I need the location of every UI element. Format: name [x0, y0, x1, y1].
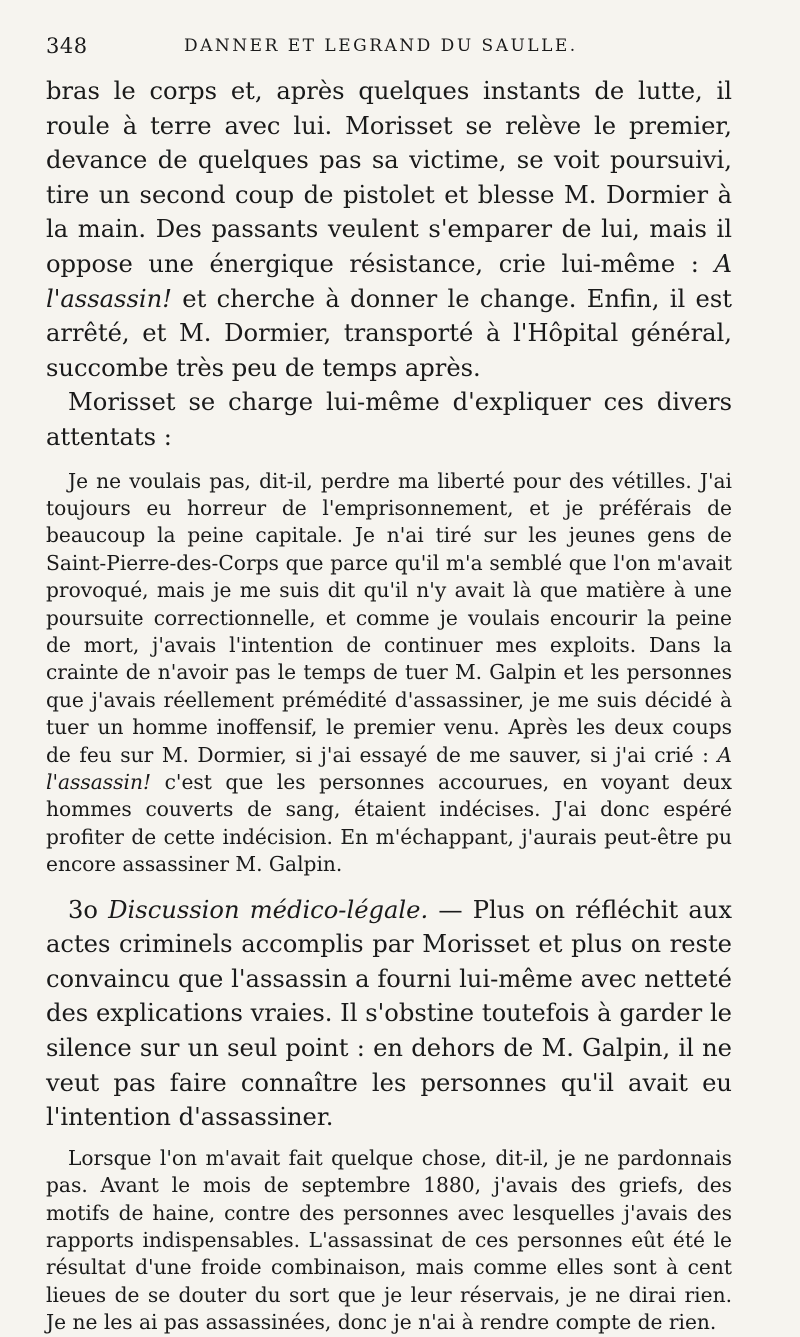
- section-number: 3o: [68, 895, 98, 924]
- paragraph-1-end: et cherche à donner le change. Enfin, il est arrêté, et M. Dormier, transporté à l'Hôpital général, succombe très peu de temps après.: [46, 284, 732, 382]
- quote-2: Lorsque l'on m'avait fait quelque chose, dit-il, je ne pardonnais pas. Avant le mois de septembre 1880, j'avais des griefs, des motifs de haine, contre des personnes avec lesquelles j'avais des rapports indispensables. L'assassinat de ces personnes eût été le résultat d'une froide combinaison, mais comme elles sont à cent lieues de se douter du sort que je leur réservais, je ne dirai rien. Je ne les ai pas assassinées, donc je n'ai à rendre compte de rien.: [46, 1145, 732, 1335]
- paragraph-1-exclamation: A l'assassin!: [46, 249, 732, 313]
- quote-1: [46, 468, 732, 879]
- running-title: DANNER ET LEGRAND DU SAULLE.: [184, 36, 578, 56]
- paragraph-1: [46, 74, 732, 385]
- paragraph-3-text: — Plus on réfléchit aux actes criminels accomplis par Morisset et plus on reste convaincu que l'assassin a fourni lui-même avec netteté des explications vraies. Il s'obstine toutefois à garder le silence sur un seul point : en dehors de M. Galpin, il ne veut pas faire connaître les personnes qu'il avait eu l'intention d'assassiner.: [46, 895, 732, 1132]
- running-head: [46, 30, 732, 74]
- paragraph-3: [46, 893, 732, 1135]
- section-heading: Discussion médico-légale.: [108, 895, 429, 924]
- quote-1-text: Je ne voulais pas, dit-il, perdre ma liberté pour des vétilles. J'ai toujours eu horreur de l'emprisonnement, et je préférais de beaucoup la peine capitale. Je n'ai tiré sur les jeunes gens de Saint-Pierre-des-Corps que parce qu'il m'a semblé que l'on m'avait provoqué, mais je me suis dit qu'il n'y avait là que matière à une poursuite correctionnelle, et comme je voulais encourir la peine de mort, j'avais l'intention de continuer mes exploits. Dans la crainte de n'avoir pas le temps de tuer M. Galpin et les personnes que j'avais réellement prémédité d'assassiner, je me suis décidé à tuer un homme inoffensif, le premier venu. Après les deux coups de feu sur M. Dormier, si j'ai essayé de me sauver, si j'ai crié :: [46, 468, 732, 767]
- quote-1-exclamation: A l'assassin!: [46, 742, 732, 794]
- paragraph-2: Morisset se charge lui-même d'expliquer ces divers attentats :: [46, 388, 732, 451]
- quote-1-end: c'est que les personnes accourues, en voyant deux hommes couverts de sang, étaient indécises. J'ai donc espéré profiter de cette indécision. En m'échappant, j'aurais peut-être pu encore assassiner M. Galpin.: [46, 770, 733, 877]
- page-number: 348: [46, 34, 88, 58]
- paragraph-1-text: bras le corps et, après quelques instants de lutte, il roule à terre avec lui. Morisset se relève le premier, devance de quelques pas sa victime, se voit poursuivi, tire un second coup de pistolet et blesse M. Dormier à la main. Des passants veulent s'emparer de lui, mais il oppose une énergique résistance, crie lui-même :: [46, 77, 732, 278]
